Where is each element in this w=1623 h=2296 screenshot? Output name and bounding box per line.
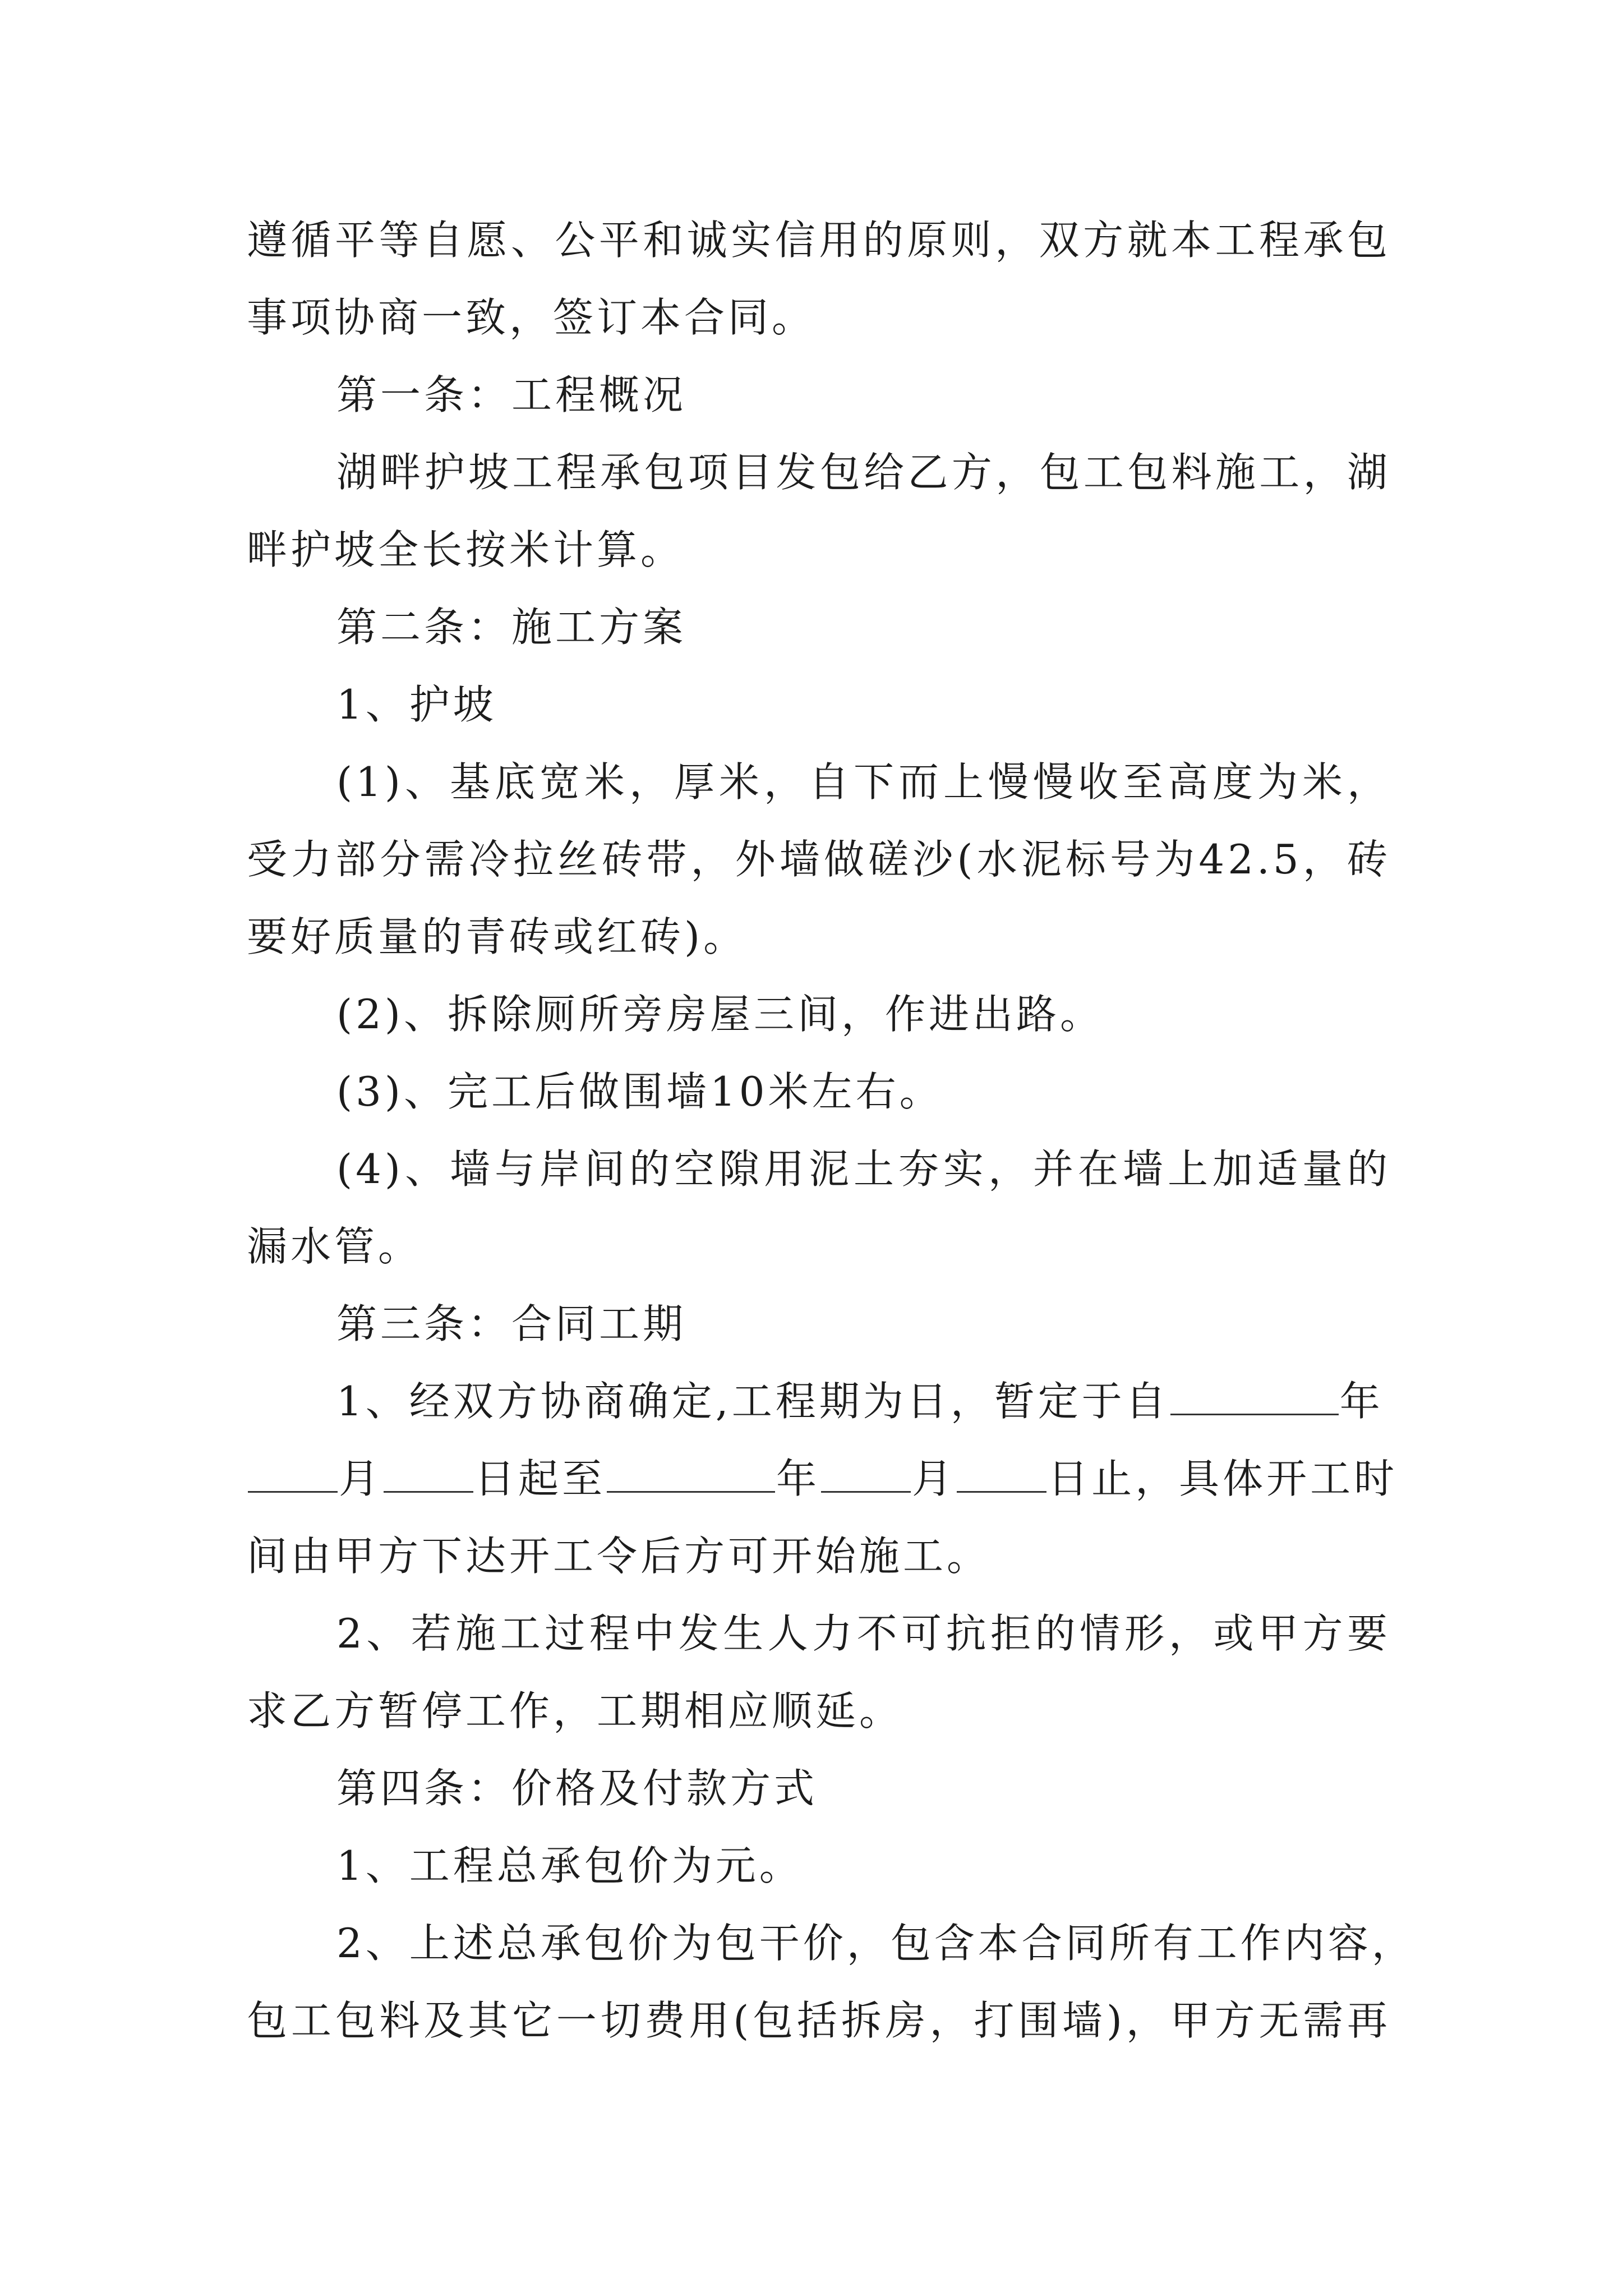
fill-in-blank[interactable]: [957, 1455, 1046, 1493]
text-segment: 年: [776, 1455, 820, 1502]
paragraph-line: 遵循平等自愿、公平和诚实信用的原则，双方就本工程承包: [247, 217, 1391, 264]
paragraph-line: (1)、基底宽米，厚米，自下而上慢慢收至高度为米，: [336, 758, 1391, 806]
paragraph-line: (4)、墙与岸间的空隙用泥土夯实，并在墙上加适量的: [336, 1145, 1391, 1193]
paragraph-line: 湖畔护坡工程承包项目发包给乙方，包工包料施工，湖: [336, 449, 1391, 496]
paragraph-line: 求乙方暂停工作，工期相应顺延。: [247, 1687, 903, 1734]
list-item: (2)、拆除厕所旁房屋三间，作进出路。: [336, 991, 1104, 1038]
text-segment: 1、经双方协商确定,工程期为日，暂定于自: [336, 1378, 1169, 1425]
section-heading: 第三条：合同工期: [336, 1300, 687, 1347]
section-heading: 第二条：施工方案: [336, 604, 687, 651]
paragraph-line: 间由甲方下达开工令后方可开始施工。: [247, 1533, 991, 1580]
paragraph-line: 畔护坡全长按米计算。: [247, 526, 685, 573]
text-segment: 年: [1339, 1378, 1384, 1425]
paragraph-line: 漏水管。: [247, 1223, 422, 1270]
paragraph-line: 事项协商一致，签订本合同。: [247, 294, 816, 341]
fill-in-blank[interactable]: [384, 1455, 473, 1493]
text-segment: 日止，具体开工时: [1048, 1455, 1398, 1502]
list-item: 1、工程总承包价为元。: [336, 1842, 803, 1889]
paragraph-line: 2、上述总承包价为包干价，包含本合同所有工作内容，: [336, 1920, 1415, 1967]
paragraph-line: 包工包料及其它一切费用(包括拆房，打围墙)，甲方无需再: [247, 1997, 1391, 2044]
section-heading: 第一条：工程概况: [336, 371, 687, 418]
fill-in-blank[interactable]: [248, 1455, 338, 1493]
list-item: (3)、完工后做围墙10米左右。: [336, 1068, 943, 1115]
section-heading: 第四条：价格及付款方式: [336, 1765, 818, 1812]
list-item: 1、护坡: [336, 681, 497, 728]
paragraph-line: 2、若施工过程中发生人力不可抗拒的情形，或甲方要: [336, 1610, 1391, 1657]
fill-in-blank[interactable]: [821, 1455, 911, 1493]
paragraph-line: [247, 1451, 1398, 1507]
text-segment: 月: [912, 1455, 956, 1502]
paragraph-line: 受力部分需冷拉丝砖带，外墙做磋沙(水泥标号为42.5，砖: [247, 836, 1391, 883]
paragraph-line: 要好质量的青砖或红砖)。: [247, 913, 748, 960]
paragraph-line: [336, 1373, 1391, 1429]
text-segment: 月: [339, 1455, 383, 1502]
fill-in-blank[interactable]: [607, 1455, 775, 1493]
fill-in-blank[interactable]: [1170, 1378, 1339, 1415]
text-segment: 日起至: [474, 1455, 606, 1502]
